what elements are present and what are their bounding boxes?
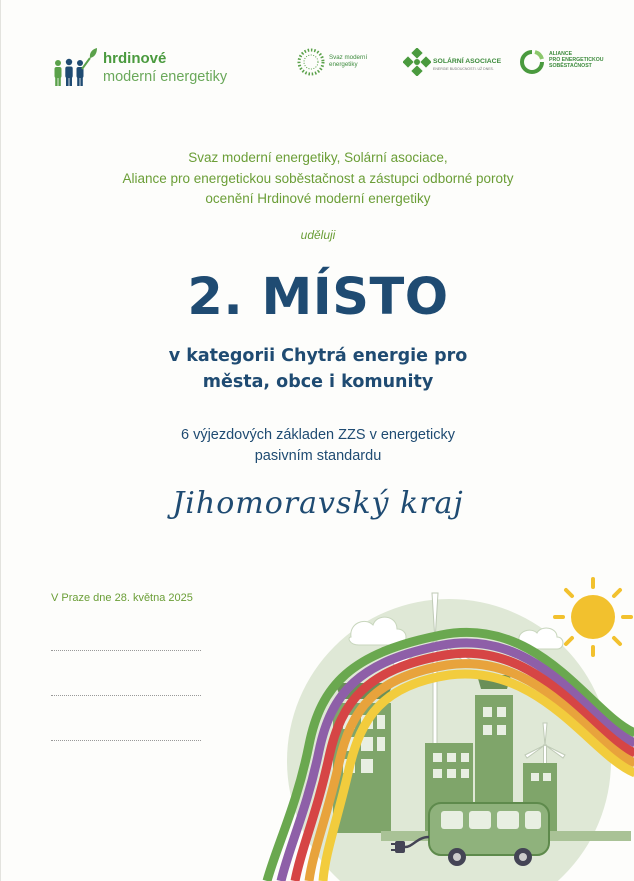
partner-solarni-tagline: ENERGIE BUDOUCNOSTI. UŽ DNES. bbox=[433, 67, 494, 71]
plug-icon bbox=[395, 841, 405, 853]
aliance-ring-icon bbox=[519, 49, 545, 75]
signature-line bbox=[51, 650, 201, 651]
awarders-line: Aliance pro energetickou soběstačnost a zástupci odborné poroty bbox=[122, 170, 514, 186]
partner-aliance-line3: SOBĚSTAČNOST bbox=[549, 63, 592, 70]
dotted-circle-icon bbox=[297, 48, 325, 76]
signature-line bbox=[51, 740, 201, 741]
partner-logo-svaz bbox=[297, 48, 381, 76]
project-line: pasivním standardu bbox=[254, 447, 382, 464]
awarders-line: ocenění Hrdinové moderní energetiky bbox=[205, 191, 431, 206]
solar-diamond-icon bbox=[403, 48, 431, 76]
awarders-text bbox=[1, 148, 634, 210]
people-with-leaf-icon bbox=[53, 48, 99, 88]
category-line: v kategorii Chytrá energie pro bbox=[168, 346, 468, 366]
city-energy-illustration bbox=[261, 575, 634, 881]
award-place: 2. MÍSTO bbox=[187, 268, 449, 327]
brand-name-line2: moderní energetiky bbox=[103, 69, 228, 85]
partner-aliance-line1: ALIANCE bbox=[549, 51, 573, 57]
winner-name: Jihomoravský kraj bbox=[172, 486, 464, 521]
project-description bbox=[1, 425, 634, 466]
hrdinove-logo bbox=[53, 46, 253, 92]
sun-icon bbox=[555, 579, 631, 655]
brand-name-line1: hrdinové bbox=[103, 50, 167, 67]
project-line: 6 výjezdových základen ZZS v energeticky bbox=[180, 427, 455, 443]
partner-solarni-name: SOLÁRNÍ ASOCIACE bbox=[433, 58, 502, 65]
partner-svaz-line2: energetiky bbox=[329, 61, 358, 68]
signature-line bbox=[51, 695, 201, 696]
partner-aliance-line2: PRO ENERGETICKOU bbox=[549, 57, 604, 64]
partner-logo-solarni bbox=[403, 48, 503, 76]
partner-logo-aliance bbox=[519, 48, 619, 76]
grants-text: uděluji bbox=[300, 228, 336, 242]
category-line: města, obce i komunity bbox=[202, 372, 434, 392]
issue-date: V Praze dne 28. května 2025 bbox=[51, 592, 193, 604]
awarders-line: Svaz moderní energetiky, Solární asociace, bbox=[188, 150, 448, 165]
partner-svaz-line1: Svaz moderní bbox=[329, 54, 368, 61]
award-category bbox=[1, 343, 634, 395]
